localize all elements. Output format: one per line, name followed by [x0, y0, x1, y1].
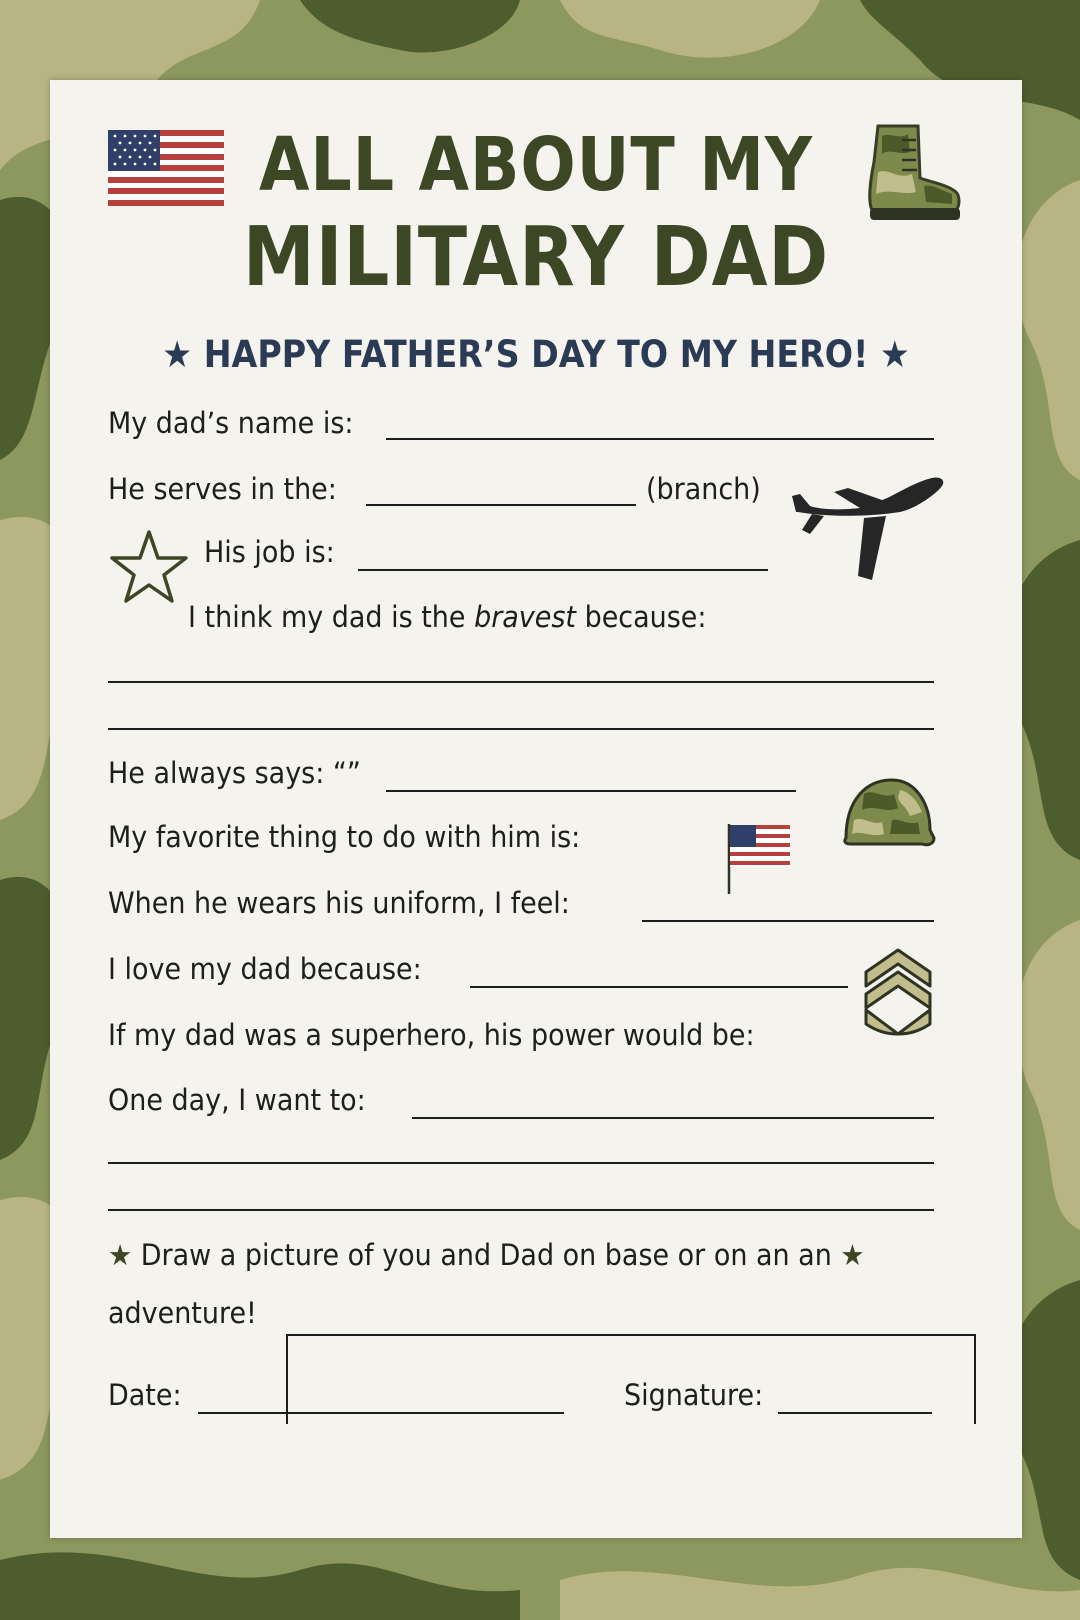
prompt-name: My dad’s name is:	[108, 406, 354, 440]
subtitle	[99, 333, 974, 376]
answer-line-branch[interactable]	[366, 504, 636, 506]
star-outline-icon	[108, 528, 190, 604]
answer-line-name[interactable]	[386, 438, 934, 440]
prompt-uniform: When he wears his uniform, I feel:	[108, 886, 570, 920]
answer-line-one-day-1[interactable]	[412, 1117, 934, 1119]
prompt-signature: Signature:	[624, 1378, 764, 1412]
title-line-2: MILITARY DAD	[242, 210, 830, 305]
bravest-emphasis: bravest	[474, 600, 576, 634]
answer-line-love[interactable]	[470, 986, 848, 988]
answer-line-signature[interactable]	[778, 1412, 932, 1414]
title-line-1: ALL ABOUT MY	[259, 122, 813, 208]
answer-line-date[interactable]	[198, 1412, 564, 1414]
answer-line-says[interactable]	[386, 790, 796, 792]
prompt-date: Date:	[108, 1378, 182, 1412]
prompt-adventure: adventure!	[108, 1296, 257, 1330]
answer-line-job[interactable]	[358, 569, 768, 571]
answer-line-uniform[interactable]	[642, 920, 934, 922]
answer-line-one-day-3[interactable]	[108, 1209, 934, 1211]
prompt-bravest	[188, 600, 706, 634]
star-icon: ★	[108, 1238, 133, 1272]
prompt-love: I love my dad because:	[108, 952, 422, 986]
prompt-favorite: My favorite thing to do with him is:	[108, 820, 581, 854]
star-icon: ★	[840, 1238, 865, 1272]
prompt-says: He always says: “”	[108, 756, 361, 790]
helmet-icon	[840, 776, 936, 854]
star-icon: ★	[162, 333, 193, 376]
bravest-pre: I think my dad is the	[188, 600, 475, 634]
worksheet-card	[50, 80, 1022, 1538]
prompt-job: His job is:	[204, 535, 335, 569]
draw-text: Draw a picture of you and Dad on base or on an an	[140, 1238, 832, 1272]
answer-line-bravest-1[interactable]	[108, 681, 934, 683]
star-icon: ★	[879, 333, 910, 376]
prompt-one-day: One day, I want to:	[108, 1083, 366, 1117]
bravest-post: because:	[575, 600, 707, 634]
branch-label: (branch)	[646, 472, 761, 506]
prompt-superhero: If my dad was a superhero, his power would be:	[108, 1018, 755, 1052]
airplane-icon	[790, 472, 950, 582]
answer-line-bravest-2[interactable]	[108, 728, 934, 730]
subtitle-text: HAPPY FATHER’S DAY TO MY HERO!	[203, 333, 869, 376]
small-flag-icon	[726, 822, 792, 896]
sergeant-chevron-icon	[862, 946, 934, 1036]
prompt-serves: He serves in the:	[108, 472, 337, 506]
answer-line-one-day-2[interactable]	[108, 1162, 934, 1164]
prompt-draw	[108, 1238, 865, 1272]
